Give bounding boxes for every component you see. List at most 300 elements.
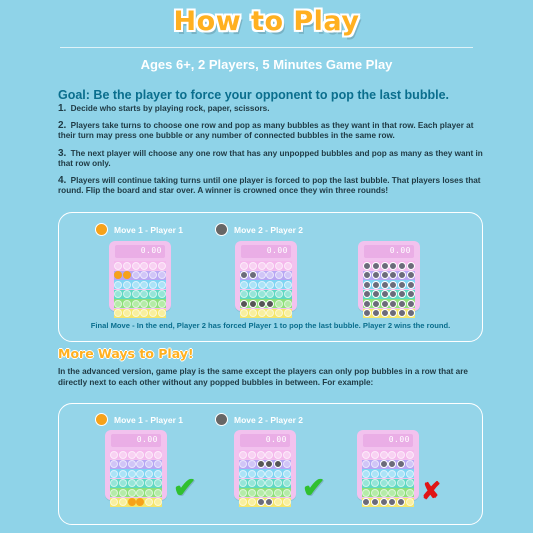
game-info: Ages 6+, 2 Players, 5 Minutes Game Play xyxy=(140,57,393,72)
bubble-row xyxy=(240,271,292,280)
bubble xyxy=(372,300,380,308)
bubble-row xyxy=(363,309,415,318)
bubble-row xyxy=(110,469,162,478)
bubble xyxy=(381,290,389,298)
bubble xyxy=(265,489,273,497)
bubble xyxy=(110,479,118,487)
bubble-row xyxy=(362,460,414,469)
bubble-row xyxy=(362,479,414,488)
bubble xyxy=(145,451,153,459)
bubble-row xyxy=(363,280,415,289)
bubble xyxy=(380,479,388,487)
bubble-row xyxy=(362,488,414,497)
title-divider xyxy=(60,47,473,48)
bubble-row xyxy=(363,271,415,280)
bubble xyxy=(372,281,380,289)
example-panel-basic xyxy=(58,212,483,342)
bubble xyxy=(257,451,265,459)
move2-label: Move 2 - Player 2 xyxy=(234,224,303,235)
bubble xyxy=(239,479,247,487)
bubble xyxy=(398,281,406,289)
bubble xyxy=(140,271,148,279)
bubble-row xyxy=(362,450,414,459)
bubble-row xyxy=(239,450,291,459)
bubble xyxy=(114,300,122,308)
bubble xyxy=(123,281,131,289)
bubble xyxy=(249,281,257,289)
bubble xyxy=(119,470,127,478)
rule-item xyxy=(58,121,488,141)
example-panel-advanced xyxy=(58,403,483,525)
bubble-grid xyxy=(240,261,292,318)
pop-it-board-final xyxy=(358,241,420,311)
check-mark-icon: ✔ xyxy=(302,472,326,503)
bubble-row xyxy=(240,309,292,318)
bubble xyxy=(362,451,370,459)
bubble xyxy=(363,262,371,270)
bubble xyxy=(407,262,415,270)
bubble xyxy=(258,271,266,279)
bubble-row xyxy=(110,460,162,469)
bubble xyxy=(132,271,140,279)
bubble xyxy=(284,290,292,298)
bubble xyxy=(372,271,380,279)
bubble-row xyxy=(363,290,415,299)
bubble xyxy=(283,498,291,506)
bubble xyxy=(132,262,140,270)
bubble xyxy=(145,498,153,506)
rule-item xyxy=(58,149,488,169)
timer-digits: 0.00 xyxy=(266,246,288,255)
bubble xyxy=(406,470,414,478)
bubble xyxy=(389,271,397,279)
bubble xyxy=(362,489,370,497)
timer-digits: 0.00 xyxy=(388,435,410,444)
bubble xyxy=(258,262,266,270)
bubble xyxy=(145,479,153,487)
bubble xyxy=(388,460,396,468)
bubble-row xyxy=(114,309,166,318)
bubble xyxy=(136,470,144,478)
bubble xyxy=(158,262,166,270)
bubble xyxy=(248,479,256,487)
bubble xyxy=(136,498,144,506)
bubble xyxy=(284,309,292,317)
bubble xyxy=(265,498,273,506)
move1-label: Move 1 - Player 1 xyxy=(114,224,183,235)
bubble xyxy=(128,498,136,506)
bubble xyxy=(239,489,247,497)
bubble xyxy=(149,309,157,317)
bubble xyxy=(136,460,144,468)
bubble xyxy=(388,489,396,497)
move2-label: Move 2 - Player 2 xyxy=(234,414,303,425)
bubble xyxy=(274,460,282,468)
rule-number: 4. xyxy=(58,175,67,187)
bubble xyxy=(158,281,166,289)
bubble-row xyxy=(114,261,166,270)
move2-legend xyxy=(215,413,303,426)
bubble-row xyxy=(363,261,415,270)
bubble xyxy=(149,281,157,289)
bubble xyxy=(249,290,257,298)
page-title: How to Play xyxy=(173,6,360,37)
bubble xyxy=(114,290,122,298)
bubble xyxy=(266,271,274,279)
bubble xyxy=(406,489,414,497)
player2-dot-icon xyxy=(215,223,228,236)
bubble xyxy=(274,470,282,478)
bubble xyxy=(266,281,274,289)
timer-display xyxy=(363,434,413,447)
bubble xyxy=(266,300,274,308)
bubble xyxy=(363,309,371,317)
timer-digits: 0.00 xyxy=(389,246,411,255)
rule-text: Decide who starts by playing rock, paper, scissors. xyxy=(70,104,270,113)
bubble xyxy=(123,271,131,279)
bubble xyxy=(283,460,291,468)
bubble-row xyxy=(114,271,166,280)
bubble xyxy=(380,498,388,506)
bubble xyxy=(154,451,162,459)
rule-number: 3. xyxy=(58,147,67,159)
timer-display xyxy=(241,245,291,258)
bubble xyxy=(154,489,162,497)
bubble xyxy=(389,281,397,289)
bubble xyxy=(381,281,389,289)
bubble xyxy=(132,300,140,308)
bubble xyxy=(380,470,388,478)
bubble-row xyxy=(110,498,162,507)
bubble xyxy=(363,300,371,308)
pop-it-board-adv-move3 xyxy=(357,430,419,500)
bubble xyxy=(158,300,166,308)
player2-dot-icon xyxy=(215,413,228,426)
bubble xyxy=(398,290,406,298)
bubble xyxy=(406,498,414,506)
bubble xyxy=(381,309,389,317)
bubble xyxy=(119,451,127,459)
bubble-row xyxy=(239,460,291,469)
bubble xyxy=(398,271,406,279)
timer-display xyxy=(240,434,290,447)
more-ways-heading: More Ways to Play! xyxy=(58,346,194,361)
bubble xyxy=(406,460,414,468)
bubble xyxy=(136,451,144,459)
bubble-grid xyxy=(362,450,414,507)
bubble xyxy=(114,271,122,279)
bubble xyxy=(274,451,282,459)
timer-digits: 0.00 xyxy=(140,246,162,255)
bubble xyxy=(257,479,265,487)
bubble xyxy=(274,479,282,487)
bubble xyxy=(154,479,162,487)
bubble xyxy=(158,271,166,279)
bubble xyxy=(265,470,273,478)
bubble xyxy=(239,498,247,506)
bubble xyxy=(123,300,131,308)
bubble xyxy=(240,290,248,298)
bubble xyxy=(240,262,248,270)
bubble xyxy=(110,451,118,459)
bubble xyxy=(284,271,292,279)
final-move-text: Final Move - In the end, Player 2 has forced Player 1 to pop the last bubble. Player 2 wins the round. xyxy=(90,321,451,330)
bubble xyxy=(406,479,414,487)
timer-digits: 0.00 xyxy=(136,435,158,444)
timer-display xyxy=(364,245,414,258)
bubble xyxy=(128,451,136,459)
move1-label: Move 1 - Player 1 xyxy=(114,414,183,425)
bubble xyxy=(380,460,388,468)
bubble xyxy=(397,460,405,468)
bubble xyxy=(363,290,371,298)
bubble-row xyxy=(239,469,291,478)
bubble xyxy=(362,479,370,487)
bubble xyxy=(258,300,266,308)
bubble xyxy=(363,271,371,279)
bubble xyxy=(397,470,405,478)
bubble-row xyxy=(240,290,292,299)
bubble xyxy=(275,271,283,279)
bubble xyxy=(248,489,256,497)
bubble xyxy=(128,479,136,487)
bubble xyxy=(283,451,291,459)
bubble xyxy=(239,451,247,459)
more-ways-text: In the advanced version, game play is the same except the players can only pop bubbles in a row that are directly next to each other without any popped bubbles in between. For example: xyxy=(58,367,468,387)
bubble xyxy=(249,309,257,317)
bubble xyxy=(371,470,379,478)
bubble xyxy=(275,290,283,298)
bubble xyxy=(388,470,396,478)
bubble xyxy=(132,281,140,289)
bubble xyxy=(398,309,406,317)
bubble xyxy=(154,498,162,506)
bubble-row xyxy=(110,479,162,488)
bubble xyxy=(257,489,265,497)
bubble xyxy=(110,498,118,506)
bubble xyxy=(149,290,157,298)
bubble xyxy=(398,300,406,308)
rule-number: 2. xyxy=(58,120,67,132)
bubble xyxy=(158,290,166,298)
bubble-row xyxy=(114,299,166,308)
timer-digits: 0.00 xyxy=(265,435,287,444)
bubble xyxy=(389,290,397,298)
pop-it-board-move1 xyxy=(109,241,171,311)
bubble xyxy=(149,262,157,270)
bubble xyxy=(140,309,148,317)
bubble-row xyxy=(114,280,166,289)
bubble xyxy=(119,460,127,468)
bubble-row xyxy=(114,290,166,299)
bubble-grid xyxy=(363,261,415,318)
bubble xyxy=(381,300,389,308)
bubble xyxy=(284,281,292,289)
bubble xyxy=(397,489,405,497)
bubble xyxy=(407,309,415,317)
bubble xyxy=(275,262,283,270)
bubble xyxy=(248,451,256,459)
bubble xyxy=(240,300,248,308)
bubble-row xyxy=(363,299,415,308)
bubble xyxy=(140,262,148,270)
bubble xyxy=(258,309,266,317)
pop-it-board-adv-move1 xyxy=(105,430,167,500)
move1-legend xyxy=(95,413,183,426)
bubble xyxy=(371,451,379,459)
rule-number: 1. xyxy=(58,103,67,114)
bubble xyxy=(363,281,371,289)
bubble xyxy=(397,479,405,487)
rule-text: The next player will choose any one row that has any unpopped bubbles and pop as many as they want in that row only. xyxy=(58,148,483,168)
bubble xyxy=(284,262,292,270)
player1-dot-icon xyxy=(95,413,108,426)
pop-it-board-adv-move2 xyxy=(234,430,296,500)
bubble xyxy=(123,309,131,317)
bubble xyxy=(249,300,257,308)
bubble-row xyxy=(240,299,292,308)
bubble xyxy=(240,309,248,317)
bubble xyxy=(145,460,153,468)
bubble xyxy=(258,290,266,298)
bubble xyxy=(114,309,122,317)
goal-text: Goal: Be the player to force your opponent to pop the last bubble. xyxy=(58,88,449,102)
bubble xyxy=(266,309,274,317)
bubble xyxy=(265,460,273,468)
rule-text: Players take turns to choose one row and pop as many bubbles as they want in that row. Each player at their turn may press one bubble or any number of connected bubbles in the same row. xyxy=(58,121,474,141)
bubble xyxy=(407,300,415,308)
bubble xyxy=(249,262,257,270)
player1-dot-icon xyxy=(95,223,108,236)
bubble xyxy=(140,290,148,298)
bubble xyxy=(406,451,414,459)
bubble xyxy=(372,290,380,298)
bubble xyxy=(119,489,127,497)
bubble xyxy=(248,498,256,506)
bubble xyxy=(389,309,397,317)
bubble xyxy=(248,460,256,468)
bubble xyxy=(381,271,389,279)
bubble xyxy=(145,489,153,497)
bubble xyxy=(110,489,118,497)
timer-display xyxy=(111,434,161,447)
bubble xyxy=(388,451,396,459)
bubble xyxy=(274,498,282,506)
bubble xyxy=(275,281,283,289)
bubble xyxy=(240,281,248,289)
bubble xyxy=(257,470,265,478)
bubble xyxy=(275,300,283,308)
bubble xyxy=(154,460,162,468)
bubble xyxy=(140,281,148,289)
bubble xyxy=(132,290,140,298)
bubble xyxy=(136,489,144,497)
bubble xyxy=(258,281,266,289)
bubble xyxy=(371,498,379,506)
bubble xyxy=(388,479,396,487)
bubble xyxy=(362,470,370,478)
bubble xyxy=(257,460,265,468)
bubble xyxy=(123,262,131,270)
bubble xyxy=(128,470,136,478)
bubble xyxy=(407,271,415,279)
bubble-grid xyxy=(110,450,162,507)
bubble xyxy=(283,470,291,478)
bubble xyxy=(248,470,256,478)
bubble-grid xyxy=(114,261,166,318)
bubble-row xyxy=(362,469,414,478)
bubble xyxy=(283,489,291,497)
bubble xyxy=(397,498,405,506)
bubble xyxy=(265,451,273,459)
bubble xyxy=(389,262,397,270)
bubble xyxy=(114,262,122,270)
bubble xyxy=(371,479,379,487)
bubble xyxy=(158,309,166,317)
bubble xyxy=(119,498,127,506)
cross-mark-icon: ✘ xyxy=(421,478,442,505)
bubble xyxy=(128,489,136,497)
bubble-row xyxy=(110,450,162,459)
rule-item xyxy=(58,104,488,114)
bubble xyxy=(149,300,157,308)
bubble-row xyxy=(240,261,292,270)
bubble xyxy=(154,470,162,478)
bubble xyxy=(110,460,118,468)
bubble xyxy=(145,470,153,478)
bubble xyxy=(110,470,118,478)
bubble xyxy=(372,309,380,317)
bubble xyxy=(362,460,370,468)
bubble-grid xyxy=(239,450,291,507)
bubble-row xyxy=(239,479,291,488)
bubble xyxy=(249,271,257,279)
bubble-row xyxy=(110,488,162,497)
bubble-row xyxy=(240,280,292,289)
bubble xyxy=(388,498,396,506)
bubble xyxy=(239,460,247,468)
bubble xyxy=(397,451,405,459)
bubble xyxy=(381,262,389,270)
bubble xyxy=(119,479,127,487)
bubble xyxy=(266,262,274,270)
bubble xyxy=(380,451,388,459)
bubble xyxy=(275,309,283,317)
move2-legend xyxy=(215,223,303,236)
bubble xyxy=(240,271,248,279)
bubble xyxy=(284,300,292,308)
bubble xyxy=(239,470,247,478)
bubble xyxy=(140,300,148,308)
bubble xyxy=(149,271,157,279)
bubble xyxy=(274,489,282,497)
bubble xyxy=(266,290,274,298)
bubble xyxy=(257,498,265,506)
bubble xyxy=(136,479,144,487)
bubble xyxy=(371,460,379,468)
bubble-row xyxy=(239,488,291,497)
rule-item xyxy=(58,176,488,196)
bubble-row xyxy=(362,498,414,507)
bubble xyxy=(407,281,415,289)
bubble xyxy=(389,300,397,308)
bubble-row xyxy=(239,498,291,507)
bubble xyxy=(407,290,415,298)
bubble xyxy=(114,281,122,289)
bubble xyxy=(362,498,370,506)
rules-list xyxy=(58,104,488,203)
check-mark-icon: ✔ xyxy=(173,472,197,503)
